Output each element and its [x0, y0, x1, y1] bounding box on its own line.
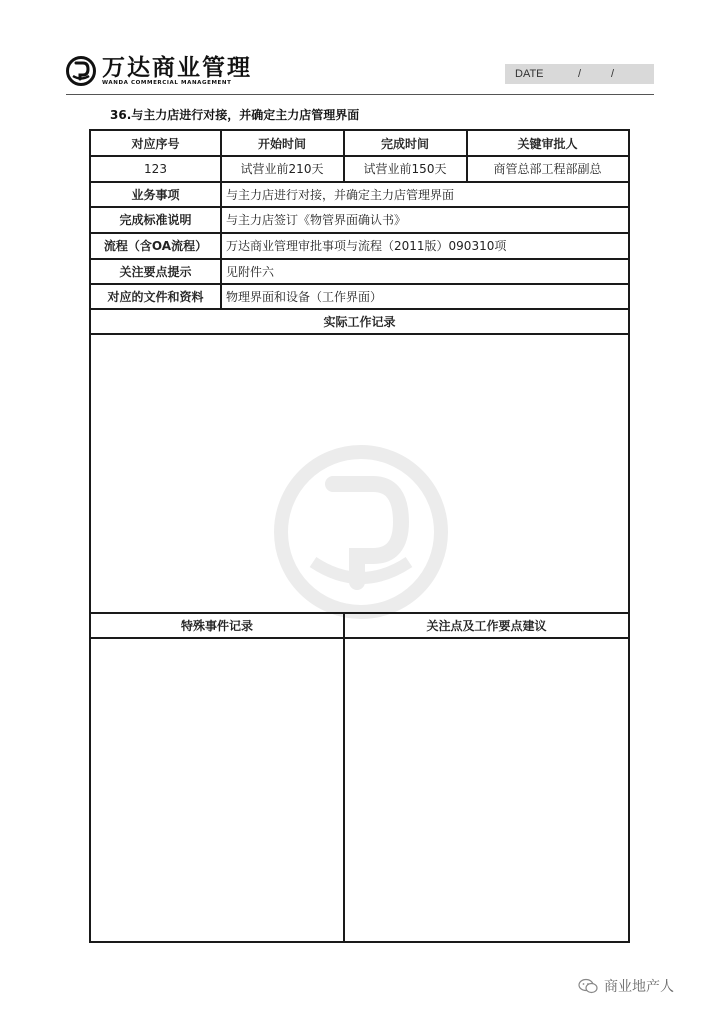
suggestions-title: 关注点及工作要点建议: [426, 618, 547, 633]
value-key-points: 见附件六: [226, 264, 275, 279]
label-key-points: 关注要点提示: [119, 264, 192, 279]
logo-chinese-name: 万达商业管理: [102, 54, 252, 81]
header-finish-time: 完成时间: [380, 136, 429, 151]
logo-english-name: WANDA COMMERCIAL MANAGEMENT: [102, 79, 232, 86]
label-documents: 对应的文件和资料: [107, 289, 204, 304]
value-sequence-number: 123: [144, 161, 167, 176]
special-events-area[interactable]: [91, 639, 343, 941]
header-key-approver: 关键审批人: [517, 136, 578, 151]
work-record-title: 实际工作记录: [323, 314, 396, 329]
date-label: DATE: [515, 68, 544, 80]
work-record-area[interactable]: [91, 335, 628, 612]
value-start-time: 试营业前210天: [240, 162, 324, 176]
value-completion-standard: 与主力店签订《物管界面确认书》: [226, 213, 407, 227]
footer-brand: [578, 976, 674, 996]
value-key-approver: 商管总部工程部副总: [493, 162, 602, 176]
label-process: 流程（含OA流程）: [103, 239, 208, 253]
wanda-logo-icon: [66, 56, 96, 86]
value-finish-time: 试营业前150天: [363, 162, 447, 176]
wechat-icon: [578, 978, 598, 994]
value-documents: 物理界面和设备（工作界面）: [226, 289, 383, 304]
section-title: 36.与主力店进行对接，并确定主力店管理界面: [110, 108, 360, 122]
header-start-time: 开始时间: [257, 136, 306, 151]
date-field: [505, 64, 654, 84]
label-business-item: 业务事项: [131, 187, 180, 202]
header-sequence-number: 对应序号: [131, 136, 180, 151]
value-process: 万达商业管理审批事项与流程（2011版）090310项: [226, 239, 507, 253]
date-separator-2: /: [611, 68, 615, 80]
special-events-title: 特殊事件记录: [180, 618, 253, 633]
header-divider: [66, 94, 654, 95]
suggestions-area[interactable]: [345, 639, 628, 941]
value-business-item: 与主力店进行对接，并确定主力店管理界面: [226, 187, 455, 202]
task-form: [89, 129, 630, 943]
footer-brand-text: 商业地产人: [604, 979, 674, 995]
wanda-logo: [66, 54, 252, 88]
date-separator-1: /: [578, 68, 582, 80]
label-completion-standard: 完成标准说明: [119, 213, 192, 227]
